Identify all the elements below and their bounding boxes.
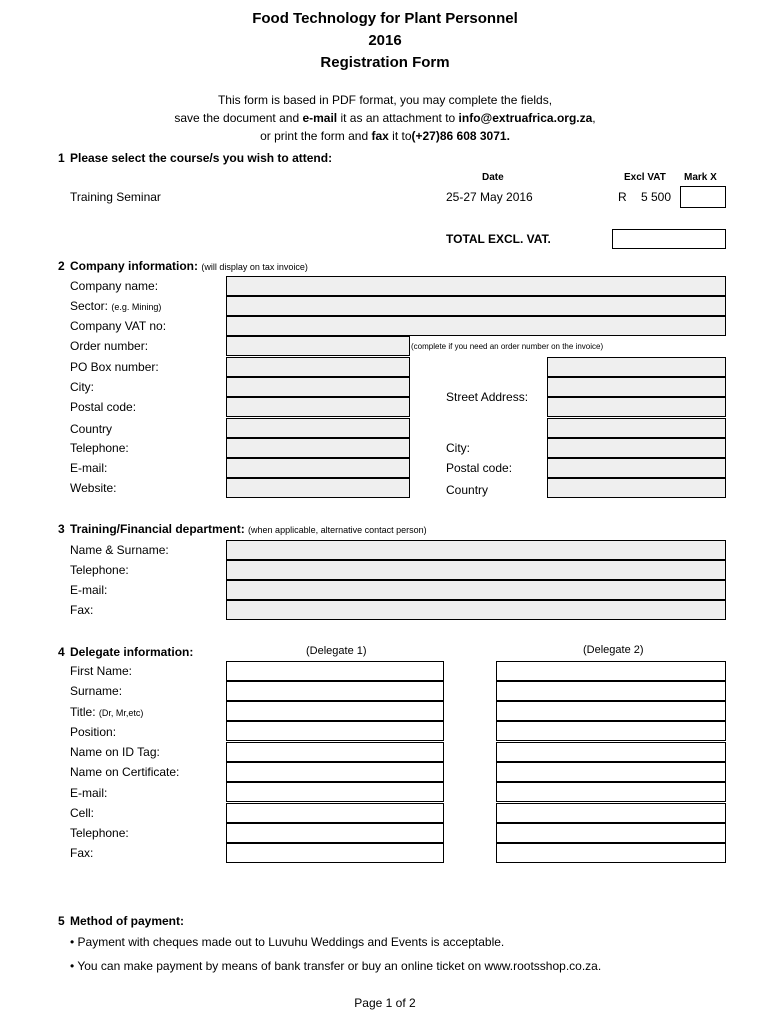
city-input[interactable] <box>226 377 410 397</box>
section-3-note: (when applicable, alternative contact person) <box>248 525 427 535</box>
street-address-input-1[interactable] <box>547 357 726 377</box>
telephone-label: Telephone: <box>70 441 129 455</box>
section-5-heading: Method of payment: <box>70 914 184 928</box>
po-box-input[interactable] <box>226 357 410 377</box>
website-label: Website: <box>70 481 117 495</box>
intro-line-2 <box>0 111 770 125</box>
intro-email-address: info@extruafrica.org.za <box>458 111 593 125</box>
intro-line-1: This form is based in PDF format, you may complete the fields, <box>217 93 553 107</box>
intro-line-3 <box>0 129 770 143</box>
street-country-label: Country <box>446 483 489 497</box>
website-input[interactable] <box>226 478 410 498</box>
sector-label <box>70 299 161 313</box>
id-tag-label: Name on ID Tag: <box>70 745 160 759</box>
order-number-hint: (complete if you need an order number on the invoice) <box>411 342 604 351</box>
intro-text: it to <box>388 129 412 143</box>
delegate-2-cell-input[interactable] <box>496 803 726 823</box>
section-5-number: 5 <box>58 914 65 928</box>
company-vat-input[interactable] <box>226 316 726 336</box>
street-postal-label: Postal code: <box>446 461 513 475</box>
finance-name-input[interactable] <box>226 540 726 560</box>
street-address-input-3[interactable] <box>547 397 726 417</box>
surname-label: Surname: <box>70 684 123 698</box>
delegate-2-fax-input[interactable] <box>496 843 726 863</box>
sector-label-text: Sector: <box>70 299 109 313</box>
delegate-2-certificate-input[interactable] <box>496 762 726 782</box>
finance-telephone-label: Telephone: <box>70 563 129 577</box>
delegate-telephone-label: Telephone: <box>70 826 129 840</box>
section-2-heading <box>70 259 308 273</box>
street-country-input[interactable] <box>547 478 726 498</box>
intro-text: it as an attachment to <box>337 111 459 125</box>
excl-vat-column-header: Excl VAT <box>624 172 666 183</box>
payment-bullet-cheques: • Payment with cheques made out to Luvuhu Weddings and Events is acceptable. <box>70 935 505 949</box>
intro-fax-word: fax <box>371 129 389 143</box>
section-1-heading: Please select the course/s you wish to attend: <box>70 151 333 165</box>
email-input[interactable] <box>226 458 410 478</box>
intro-email-word: e-mail <box>302 111 338 125</box>
delegate-2-header: (Delegate 2) <box>583 644 644 656</box>
delegate-1-position-input[interactable] <box>226 721 444 741</box>
delegate-email-label: E-mail: <box>70 786 108 800</box>
section-3-heading <box>70 522 427 536</box>
delegate-1-email-input[interactable] <box>226 782 444 802</box>
currency-label: R <box>618 190 627 204</box>
section-3-number: 3 <box>58 522 65 536</box>
finance-email-input[interactable] <box>226 580 726 600</box>
section-4-heading: Delegate information: <box>70 645 194 659</box>
company-vat-label: Company VAT no: <box>70 319 167 333</box>
section-3-heading-text: Training/Financial department: <box>70 522 245 536</box>
email-label: E-mail: <box>70 461 108 475</box>
section-4-number: 4 <box>58 645 65 659</box>
delegate-2-first-name-input[interactable] <box>496 661 726 681</box>
course-price: 5 500 <box>641 190 672 204</box>
order-number-input[interactable] <box>226 336 410 356</box>
finance-name-label: Name & Surname: <box>70 543 169 557</box>
postal-code-label: Postal code: <box>70 400 137 414</box>
city-label: City: <box>70 380 94 394</box>
street-city-label: City: <box>446 441 470 455</box>
company-name-input[interactable] <box>226 276 726 296</box>
delegate-1-title-input[interactable] <box>226 701 444 721</box>
finance-email-label: E-mail: <box>70 583 108 597</box>
delegate-2-telephone-input[interactable] <box>496 823 726 843</box>
delegate-2-id-tag-input[interactable] <box>496 742 726 762</box>
delegate-1-first-name-input[interactable] <box>226 661 444 681</box>
delegate-1-surname-input[interactable] <box>226 681 444 701</box>
delegate-1-telephone-input[interactable] <box>226 823 444 843</box>
postal-code-input[interactable] <box>226 397 410 417</box>
course-date: 25-27 May 2016 <box>446 190 533 204</box>
mark-column-header: Mark X <box>684 172 717 183</box>
delegate-1-certificate-input[interactable] <box>226 762 444 782</box>
po-box-label: PO Box number: <box>70 360 159 374</box>
form-year: 2016 <box>368 32 402 49</box>
intro-fax-number: (+27)86 608 3071. <box>411 129 510 143</box>
street-address-input-4[interactable] <box>547 418 726 438</box>
payment-bullet-transfer: • You can make payment by means of bank transfer or buy an online ticket on www.rootsshop.co.za. <box>70 959 602 973</box>
country-label: Country <box>70 422 113 436</box>
delegate-2-surname-input[interactable] <box>496 681 726 701</box>
total-field[interactable] <box>612 229 726 249</box>
section-1-number: 1 <box>58 151 65 165</box>
date-column-header: Date <box>482 172 504 183</box>
course-name: Training Seminar <box>70 190 161 204</box>
sector-input[interactable] <box>226 296 726 316</box>
delegate-2-position-input[interactable] <box>496 721 726 741</box>
certificate-name-label: Name on Certificate: <box>70 765 180 779</box>
title-label <box>70 705 143 719</box>
form-subtitle: Registration Form <box>320 54 450 71</box>
order-number-label: Order number: <box>70 339 149 353</box>
position-label: Position: <box>70 725 117 739</box>
section-2-note: (will display on tax invoice) <box>201 262 308 272</box>
title-label-text: Title: <box>70 705 96 719</box>
total-label: TOTAL EXCL. VAT. <box>446 232 551 246</box>
delegate-2-title-input[interactable] <box>496 701 726 721</box>
section-2-number: 2 <box>58 259 65 273</box>
street-city-input[interactable] <box>547 438 726 458</box>
section-2-heading-text: Company information: <box>70 259 198 273</box>
intro-text: save the document and <box>174 111 303 125</box>
page-number: Page 1 of 2 <box>354 996 416 1010</box>
cell-label: Cell: <box>70 806 95 820</box>
street-address-input-2[interactable] <box>547 377 726 397</box>
finance-fax-label: Fax: <box>70 603 94 617</box>
title-hint: (Dr, Mr,etc) <box>98 708 144 718</box>
telephone-input[interactable] <box>226 438 410 458</box>
delegate-1-fax-input[interactable] <box>226 843 444 863</box>
street-postal-input[interactable] <box>547 458 726 478</box>
delegate-1-id-tag-input[interactable] <box>226 742 444 762</box>
delegate-fax-label: Fax: <box>70 846 94 860</box>
company-name-label: Company name: <box>70 279 159 293</box>
finance-telephone-input[interactable] <box>226 560 726 580</box>
street-address-label: Street Address: <box>446 390 529 404</box>
form-title: Food Technology for Plant Personnel <box>252 10 518 27</box>
intro-text: , <box>592 111 596 125</box>
mark-x-checkbox[interactable] <box>680 186 726 208</box>
intro-text: or print the form and <box>260 129 372 143</box>
delegate-2-email-input[interactable] <box>496 782 726 802</box>
delegate-1-header: (Delegate 1) <box>306 645 367 657</box>
first-name-label: First Name: <box>70 664 133 678</box>
delegate-1-cell-input[interactable] <box>226 803 444 823</box>
sector-hint: (e.g. Mining) <box>111 302 162 312</box>
finance-fax-input[interactable] <box>226 600 726 620</box>
country-input[interactable] <box>226 418 410 438</box>
